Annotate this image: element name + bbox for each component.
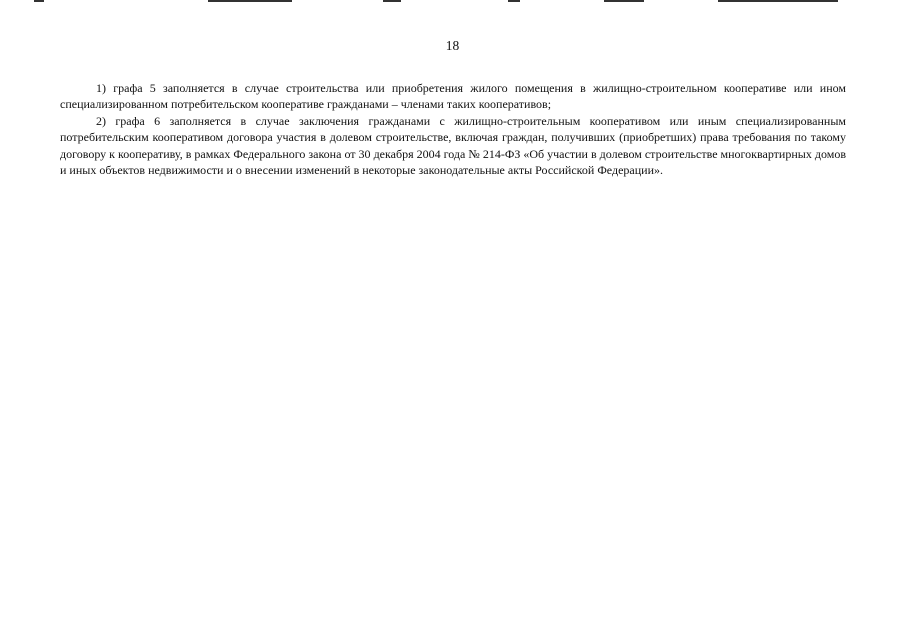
document-body [60, 80, 846, 178]
paragraph-1: 1) графа 5 заполняется в случае строительства или приобретения жилого помещения в жилищно-строительном кооперативе или ином специализированном потребительском кооперативе гражданами – членами таких кооперативов; [60, 81, 846, 112]
paragraph-2: 2) графа 6 заполняется в случае заключения гражданами с жилищно-строительным кооперативом или иным специализированным потребительским кооперативом договора участия в долевом строительстве, включая граждан, получивших (приобретших) права требования по такому договору к кооперативу, в рамках Федерального закона от 30 декабря 2004 года № 214-ФЗ «Об участии в долевом строительстве многоквартирных домов и иных объектов недвижимости и о внесении изменений в некоторые законодательные акты Российской Федерации». [60, 113, 846, 178]
scan-edge-mark [508, 0, 520, 2]
scan-edge-mark [208, 0, 292, 2]
scan-edge-mark [604, 0, 644, 2]
scan-edge-mark [34, 0, 44, 2]
page-number: 18 [445, 38, 460, 53]
scan-edge-mark [718, 0, 838, 2]
scan-edge-mark [383, 0, 401, 2]
